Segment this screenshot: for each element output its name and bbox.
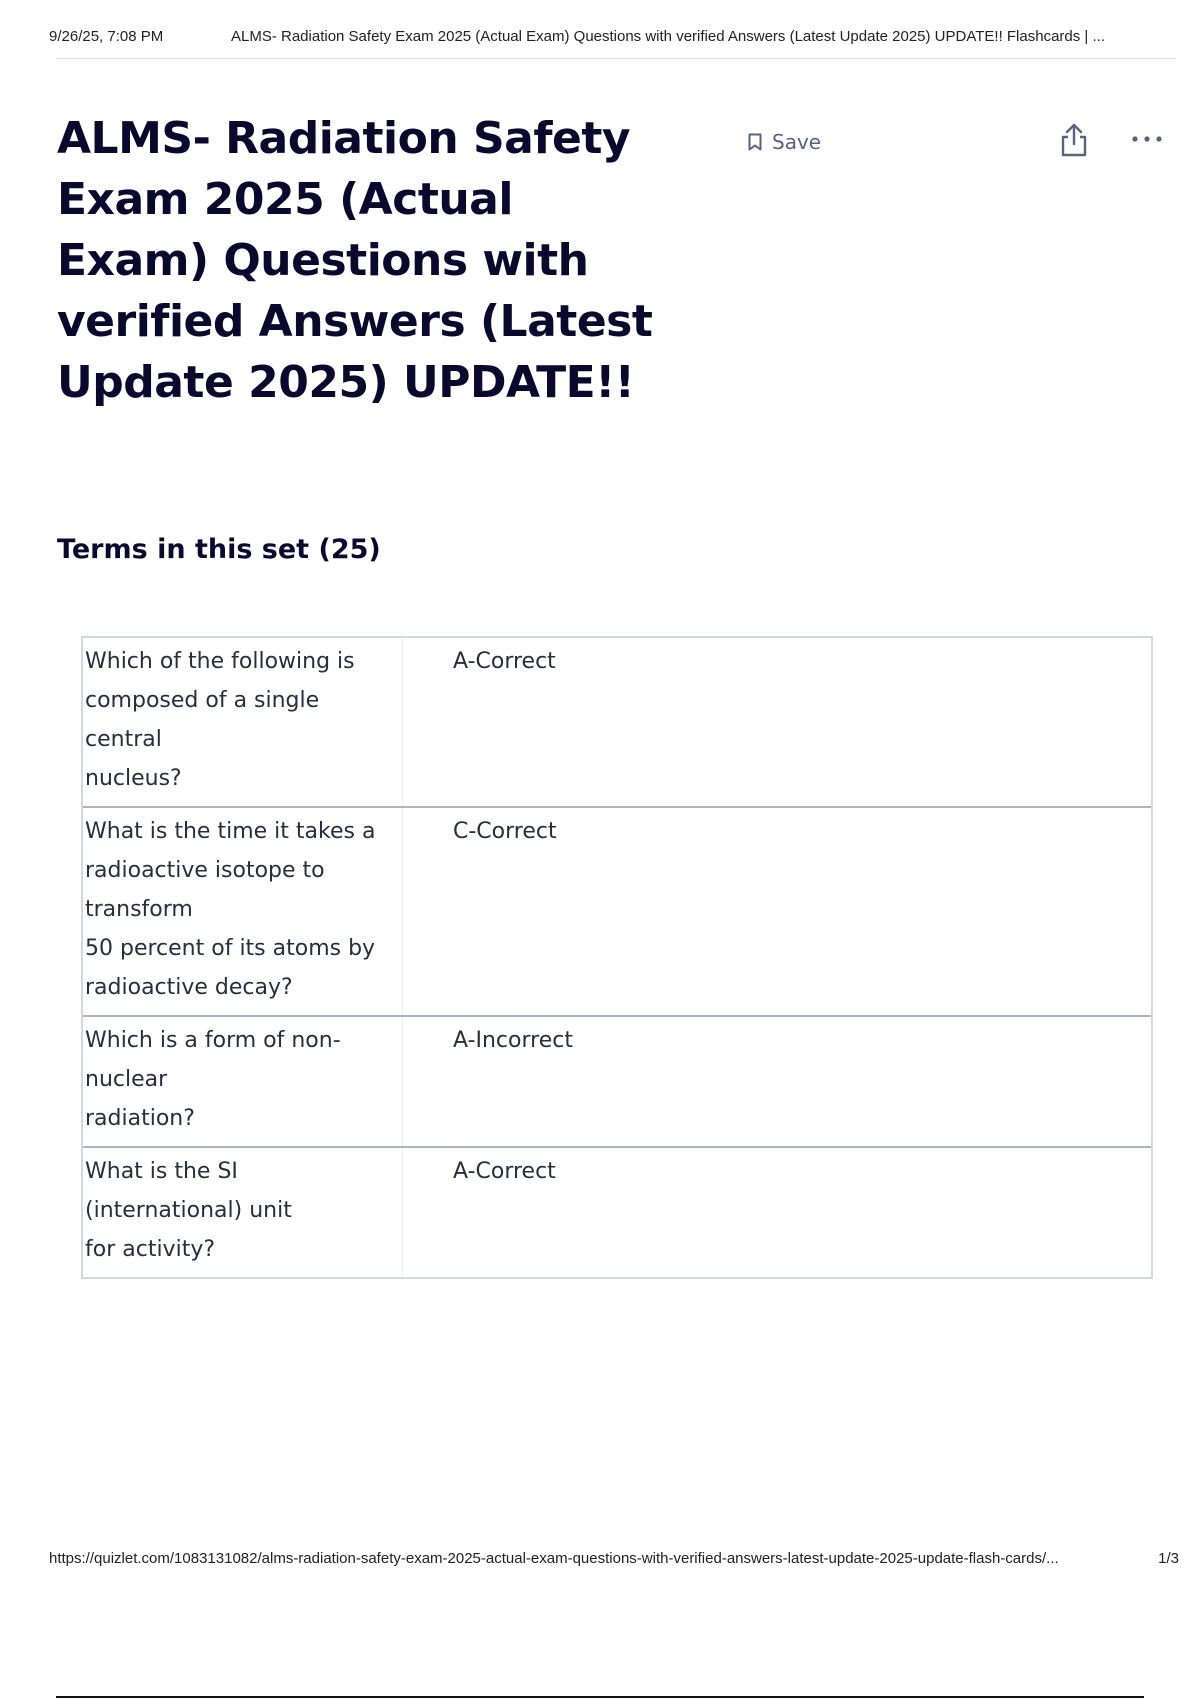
term-text: Which of the following is composed of a single central nucleus? (83, 638, 403, 806)
print-date: 9/26/25, 7:08 PM (49, 28, 164, 45)
term-card (83, 1017, 1151, 1148)
terms-heading: Terms in this set (25) (57, 534, 381, 565)
term-card (83, 638, 1151, 808)
print-footer (49, 1550, 1179, 1570)
share-icon[interactable] (1058, 122, 1090, 158)
terms-list (81, 636, 1153, 1279)
definition-text: A-Incorrect (453, 1028, 573, 1053)
term-text: Which is a form of non- nuclear radiation? (83, 1017, 403, 1146)
page-number: 1/3 (1158, 1550, 1179, 1567)
page-url: https://quizlet.com/1083131082/alms-radiation-safety-exam-2025-actual-exam-questions-with-verified-answers-latest-update-2025-update-flash-cards/... (49, 1550, 1059, 1567)
term-card (83, 808, 1151, 1017)
definition-text: A-Correct (453, 1159, 556, 1184)
definition-text: C-Correct (453, 819, 557, 844)
term-card (83, 1148, 1151, 1277)
print-header (49, 28, 1179, 50)
definition-text: A-Correct (453, 649, 556, 674)
bookmark-icon (748, 133, 762, 151)
term-text: What is the SI (international) unit for activity? (83, 1148, 403, 1277)
save-button[interactable] (748, 126, 821, 158)
print-page-title: ALMS- Radiation Safety Exam 2025 (Actual Exam) Questions with verified Answers (Latest Update 2025) UPDATE!! Flashcards | ... (231, 28, 1105, 45)
more-options-icon[interactable] (1130, 124, 1164, 154)
term-text: What is the time it takes a radioactive isotope to transform 50 percent of its atoms by radioactive decay? (83, 808, 403, 1015)
save-label: Save (772, 130, 822, 154)
bottom-divider (56, 1696, 1144, 1698)
set-title: ALMS- Radiation Safety Exam 2025 (Actual Exam) Questions with verified Answers (Latest Update 2025) UPDATE!! (57, 113, 653, 408)
header-divider (56, 58, 1176, 59)
